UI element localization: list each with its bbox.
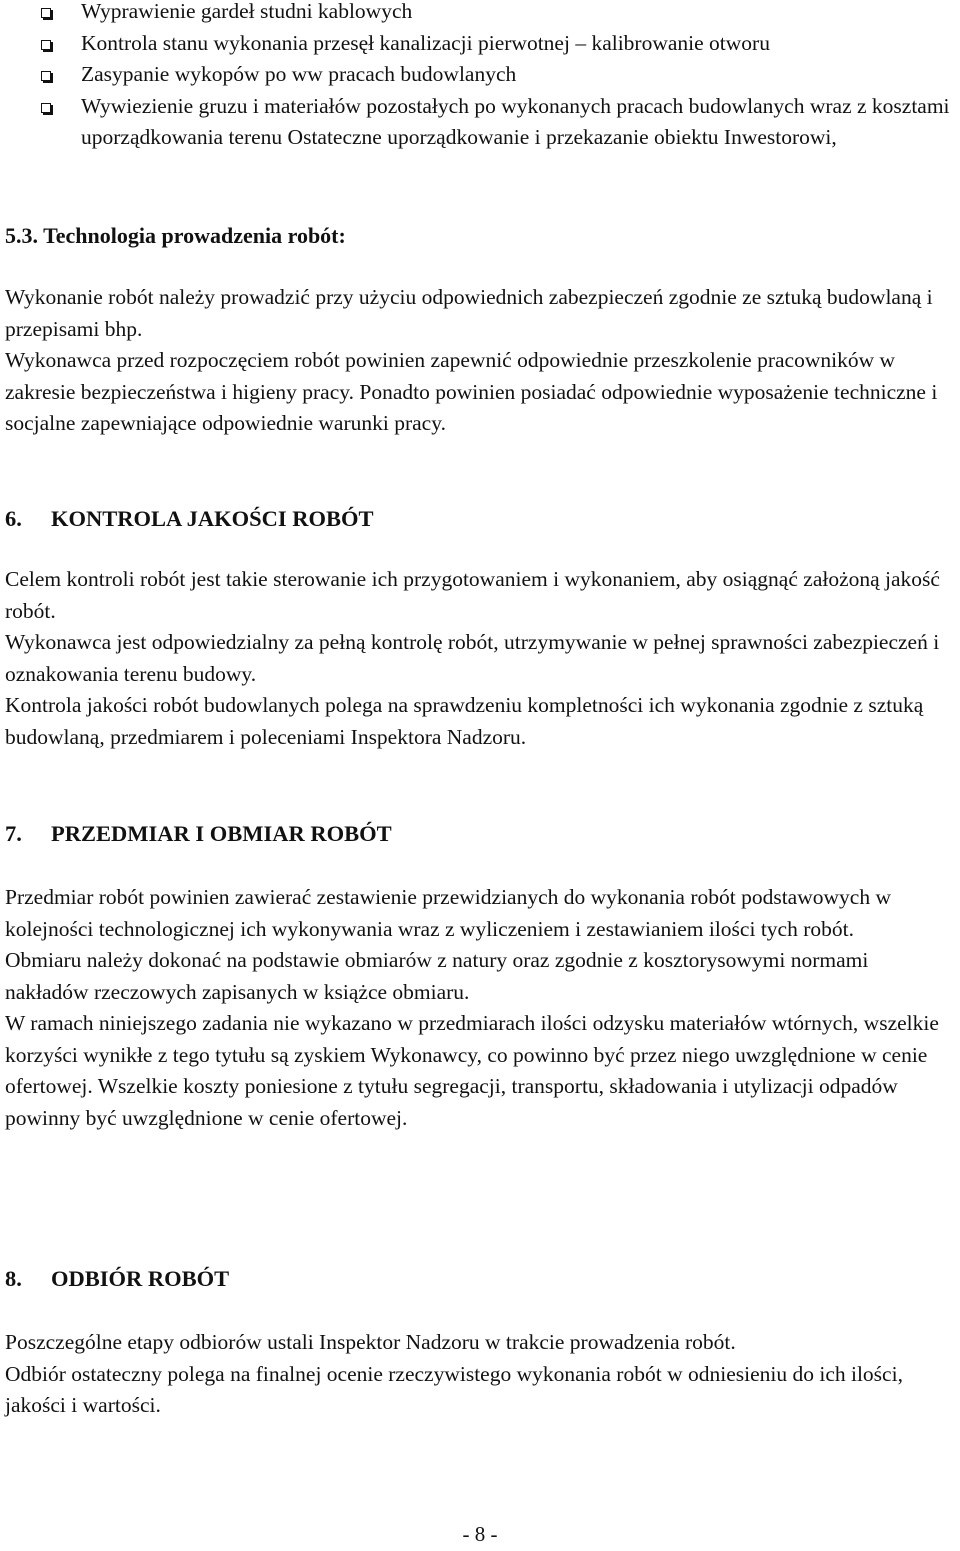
list-item-text: Wywiezienie gruzu i materiałów pozostałych po wykonanych pracach budowlanych wraz z kosztami uporządkowania terenu Ostateczne uporządkowanie i przekazanie obiektu Inwestorowi, xyxy=(81,93,950,149)
section-7 xyxy=(5,818,955,850)
list-item-text: Wyprawienie gardeł studni kablowych xyxy=(81,0,413,23)
paragraph: Wykonawca jest odpowiedzialny za pełną kontrolę robót, utrzymywanie w pełnej sprawności zabezpieczeń i oznakowania terenu budowy. xyxy=(5,630,940,686)
list-item xyxy=(41,28,953,60)
list-item xyxy=(41,59,953,91)
section-title: PRZEDMIAR I OBMIAR ROBÓT xyxy=(51,821,392,846)
section-number: 7. xyxy=(5,821,22,846)
section-heading xyxy=(5,818,955,850)
list-item xyxy=(41,0,953,28)
section-8 xyxy=(5,1263,955,1295)
section-6 xyxy=(5,503,955,535)
paragraph: Odbiór ostateczny polega na finalnej ocenie rzeczywistego wykonania robót w odniesieniu do ich ilości, jakości i wartości. xyxy=(5,1361,903,1417)
section-title: KONTROLA JAKOŚCI ROBÓT xyxy=(51,506,374,531)
checkbox-bullet-icon xyxy=(41,71,51,81)
paragraph: Kontrola jakości robót budowlanych polega na sprawdzeniu kompletności ich wykonania zgodnie z sztuką budowlaną, przedmiarem i poleceniami Inspektora Nadzoru. xyxy=(5,693,924,749)
page-number: - 8 - xyxy=(462,1522,498,1546)
section-heading xyxy=(5,503,955,535)
paragraph: Przedmiar robót powinien zawierać zestawienie przewidzianych do wykonania robót podstawowych w kolejności technologicznej ich wykonywania wraz z wyliczeniem i zestawianiem ilości tych robót. xyxy=(5,885,891,941)
section-heading xyxy=(5,1263,955,1295)
paragraph: W ramach niniejszego zadania nie wykazano w przedmiarach ilości odzysku materiałów wtórnych, wszelkie korzyści wynikłe z tego tytułu są zyskiem Wykonawcy, co powinno być przez niego uwzględnione w cenie ofertowej. Wszelkie koszty poniesione z tytułu segregacji, transportu, składowania i utylizacji odpadów powinny być uwzględnione w cenie ofertowej. xyxy=(5,1011,939,1130)
paragraph: Poszczególne etapy odbiorów ustali Inspektor Nadzoru w trakcie prowadzenia robót. xyxy=(5,1330,736,1354)
list-item-text: Zasypanie wykopów po ww pracach budowlanych xyxy=(81,62,517,86)
paragraph: Wykonawca przed rozpoczęciem robót powinien zapewnić odpowiednie przeszkolenie pracowników w zakresie bezpieczeństwa i higieny pracy. Ponadto powinien posiadać odpowiednie wyposażenie techniczne i socjalne zapewniające odpowiednie warunki pracy. xyxy=(5,348,938,435)
section-heading: 5.3. Technologia prowadzenia robót: xyxy=(5,223,346,248)
list-item-text: Kontrola stanu wykonania przesęł kanalizacji pierwotnej – kalibrowanie otworu xyxy=(81,30,770,55)
section-5-3-body xyxy=(5,282,955,440)
task-bullet-list xyxy=(41,0,953,154)
paragraph: Wykonanie robót należy prowadzić przy użyciu odpowiednich zabezpieczeń zgodnie ze sztuką budowlaną i przepisami bhp. xyxy=(5,285,933,341)
section-5-3 xyxy=(5,220,955,252)
list-item xyxy=(41,91,953,154)
paragraph: Celem kontroli robót jest takie sterowanie ich przygotowaniem i wykonaniem, aby osiągnąć założoną jakość robót. xyxy=(5,567,940,623)
section-number: 6. xyxy=(5,506,22,531)
section-7-body xyxy=(5,882,955,1134)
paragraph: Obmiaru należy dokonać na podstawie obmiarów z natury oraz zgodnie z kosztorysowymi normami nakładów rzeczowych zapisanych w książce obmiaru. xyxy=(5,948,869,1004)
checkbox-bullet-icon xyxy=(41,8,51,18)
section-6-body xyxy=(5,564,955,753)
section-number: 8. xyxy=(5,1266,22,1291)
checkbox-bullet-icon xyxy=(41,103,51,113)
checkbox-bullet-icon xyxy=(41,40,51,50)
section-8-body xyxy=(5,1327,955,1422)
section-title: ODBIÓR ROBÓT xyxy=(51,1266,230,1291)
